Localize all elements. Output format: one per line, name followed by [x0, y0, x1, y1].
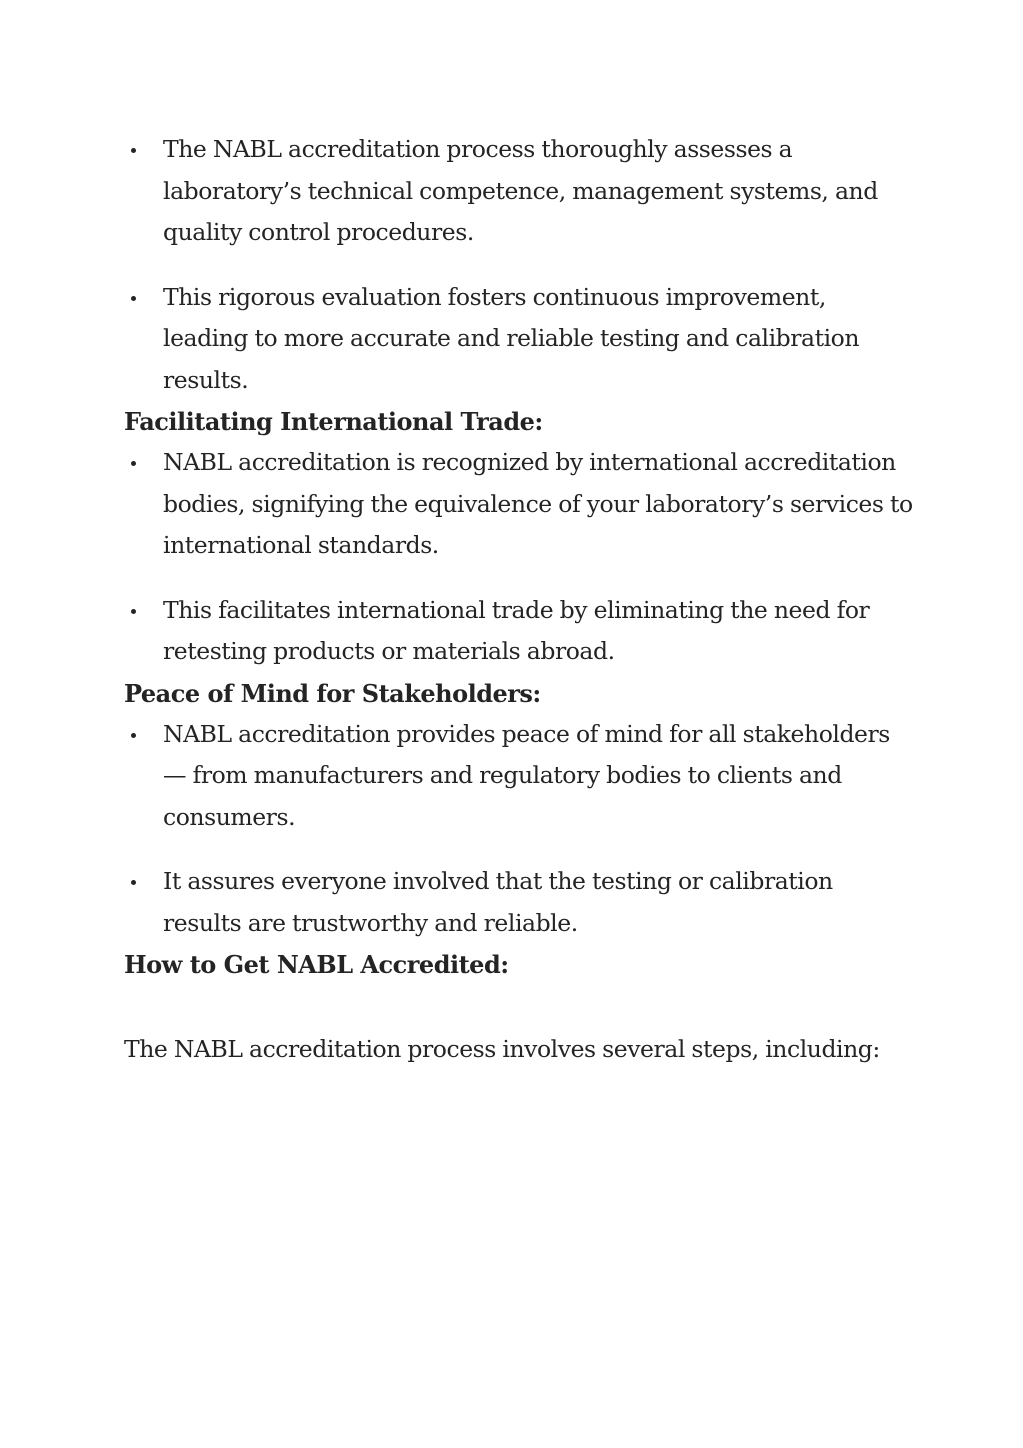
- bullet-icon: [131, 148, 136, 153]
- document-page: [124, 129, 914, 1071]
- list-item-text: NABL accreditation provides peace of mind for all stakeholders — from manufacturers and regulatory bodies to clients and consumers.: [163, 719, 890, 831]
- list-item: [124, 277, 914, 402]
- list-item: [124, 442, 914, 567]
- list-item-text: NABL accreditation is recognized by international accreditation bodies, signifying the equivalence of your laboratory’s services to international standards.: [163, 448, 913, 559]
- section-heading-international-trade: Facilitating International Trade:: [124, 407, 543, 436]
- list-item: [124, 714, 914, 839]
- list-item: [124, 590, 914, 673]
- list-item: [124, 861, 914, 944]
- bullet-icon: [131, 296, 136, 301]
- peace-of-mind-list: [124, 714, 914, 945]
- bullet-icon: [131, 609, 136, 614]
- bullet-icon: [131, 461, 136, 466]
- list-item-text: The NABL accreditation process thoroughly assesses a laboratory’s technical competence, management systems, and quality control procedures.: [163, 135, 878, 246]
- list-item: [124, 129, 914, 254]
- how-to-intro-paragraph: The NABL accreditation process involves several steps, including:: [124, 1035, 880, 1063]
- list-item-text: It assures everyone involved that the testing or calibration results are trustworthy and reliable.: [163, 867, 833, 937]
- section-heading-how-to: How to Get NABL Accredited:: [124, 950, 509, 979]
- international-trade-list: [124, 442, 914, 673]
- list-item-text: This rigorous evaluation fosters continuous improvement, leading to more accurate and reliable testing and calibration results.: [163, 282, 860, 394]
- section-heading-peace-of-mind: Peace of Mind for Stakeholders:: [124, 678, 541, 708]
- list-item-text: This facilitates international trade by eliminating the need for retesting products or materials abroad.: [163, 595, 870, 665]
- benefits-list: [124, 129, 914, 401]
- bullet-icon: [131, 733, 136, 738]
- bullet-icon: [131, 880, 136, 885]
